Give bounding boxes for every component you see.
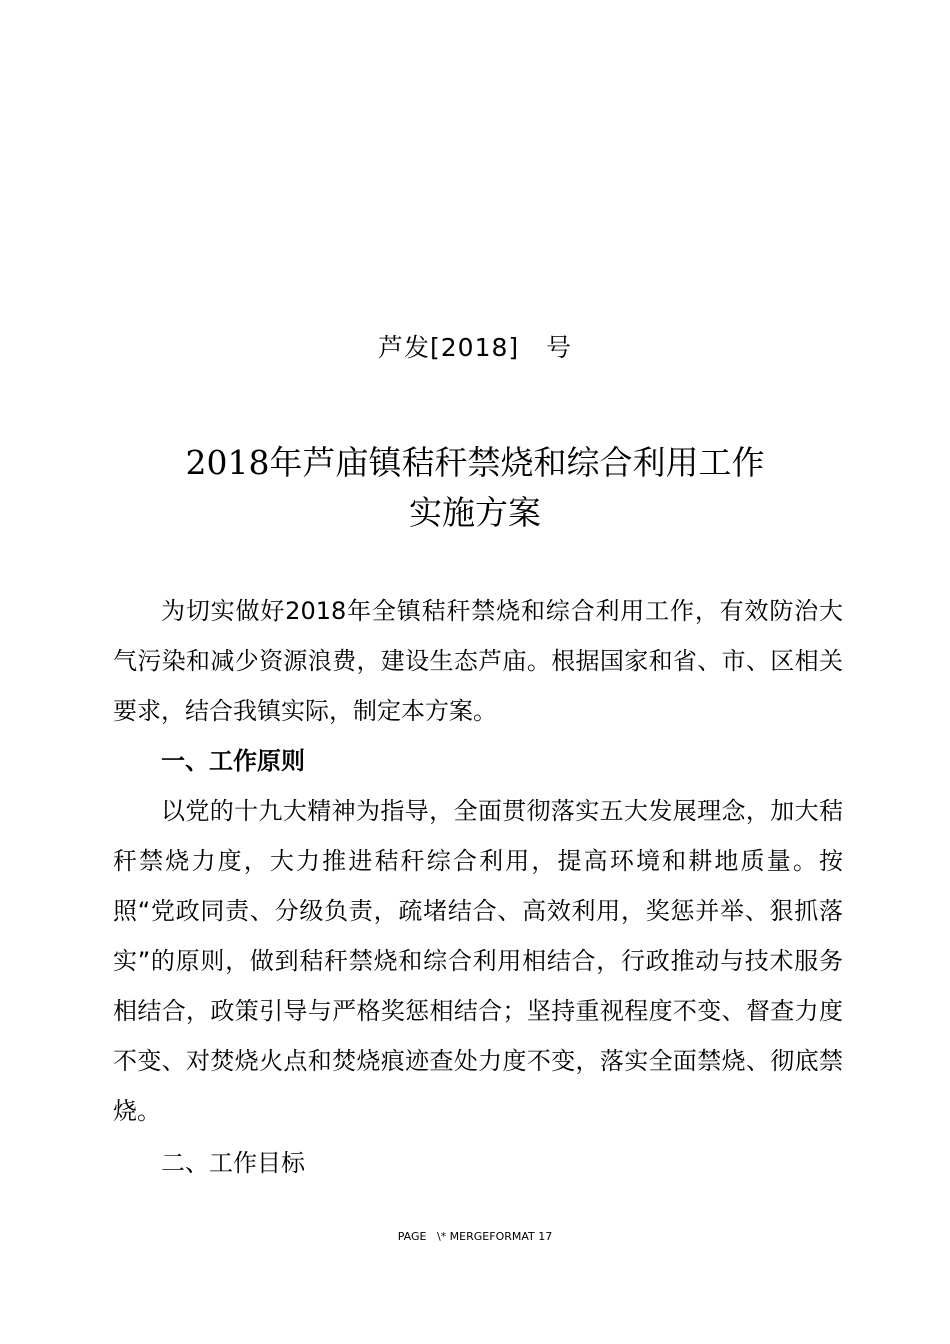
page-footer-field: PAGE \* MERGEFORMAT 17	[397, 1230, 553, 1243]
intro-paragraph: 为切实做好2018年全镇秸秆禁烧和综合利用工作，有效防治大气污染和减少资源浪费，建设生态芦庙。根据国家和省、市、区相关要求，结合我镇实际，制定本方案。	[113, 597, 843, 725]
title-line-2: 实施方案	[409, 493, 541, 532]
principles-paragraph: 以党的十九大精神为指导，全面贯彻落实五大发展理念，加大秸秆禁烧力度，大力推进秸秆综合利用，提高环境和耕地质量。按照“党政同责、分级负责，疏堵结合、高效利用，奖惩并举、狠抓落实”的原则，做到秸秆禁烧和综合利用相结合，行政推动与技术服务相结合，政策引导与严格奖惩相结合；坚持重视程度不变、督查力度不变、对焚烧火点和焚烧痕迹查处力度不变，落实全面禁烧、彻底禁烧。	[113, 797, 843, 1125]
title-line-1: 2018年芦庙镇秸秆禁烧和综合利用工作	[185, 443, 765, 482]
document-title	[0, 438, 950, 538]
document-number: 芦发[2018] 号	[378, 333, 572, 362]
section-heading-goals: 二、工作目标	[161, 1149, 305, 1177]
document-body	[113, 586, 843, 1188]
section-heading-principles: 一、工作原则	[161, 747, 305, 775]
